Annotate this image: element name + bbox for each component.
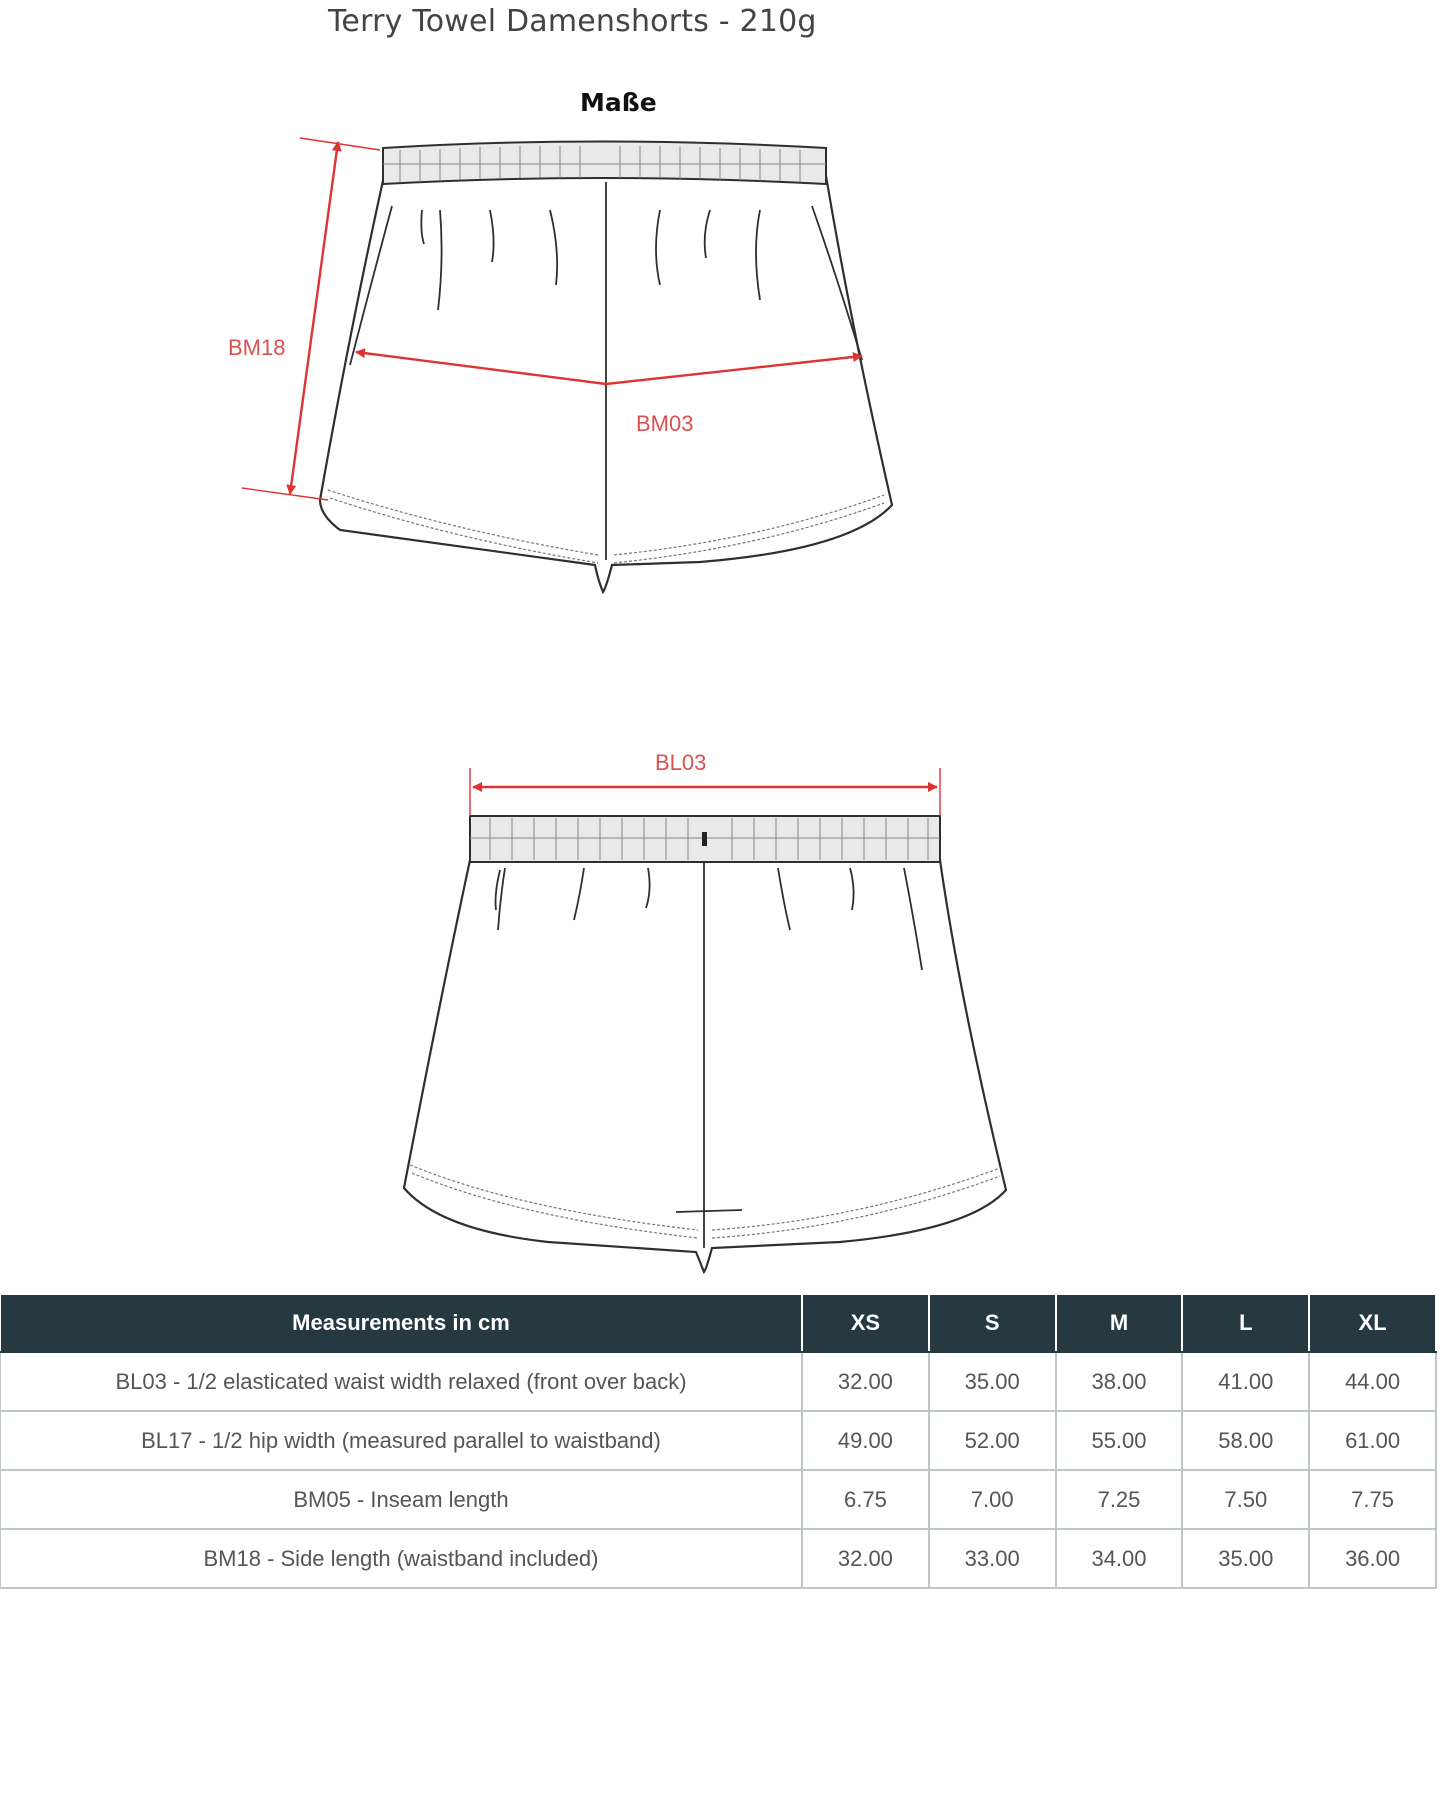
cell-value: 7.25	[1056, 1470, 1183, 1529]
page-title: Terry Towel Damenshorts - 210g	[328, 4, 817, 39]
cell-value: 41.00	[1182, 1352, 1309, 1411]
cell-value: 55.00	[1056, 1411, 1183, 1470]
cell-value: 32.00	[802, 1352, 929, 1411]
section-label: Maße	[580, 88, 657, 117]
cell-value: 49.00	[802, 1411, 929, 1470]
header-size-s: S	[929, 1294, 1056, 1352]
header-size-m: M	[1056, 1294, 1183, 1352]
row-label: BM18 - Side length (waistband included)	[0, 1529, 802, 1588]
cell-value: 34.00	[1056, 1529, 1183, 1588]
bl03-label: BL03	[655, 750, 707, 775]
header-size-l: L	[1182, 1294, 1309, 1352]
table-row	[0, 1411, 1436, 1470]
front-view-shorts	[320, 142, 892, 593]
cell-value: 7.75	[1309, 1470, 1436, 1529]
cell-value: 58.00	[1182, 1411, 1309, 1470]
bm18-label: BM18	[228, 335, 286, 360]
back-dimensions	[470, 768, 940, 816]
cell-value: 44.00	[1309, 1352, 1436, 1411]
cell-value: 35.00	[1182, 1529, 1309, 1588]
back-view-shorts	[404, 816, 1006, 1272]
row-label: BM05 - Inseam length	[0, 1470, 802, 1529]
cell-value: 61.00	[1309, 1411, 1436, 1470]
header-size-xl: XL	[1309, 1294, 1436, 1352]
table-row	[0, 1529, 1436, 1588]
cell-value: 35.00	[929, 1352, 1056, 1411]
cell-value: 7.50	[1182, 1470, 1309, 1529]
row-label: BL03 - 1/2 elasticated waist width relaxed (front over back)	[0, 1352, 802, 1411]
size-chart-table	[0, 1293, 1437, 1589]
cell-value: 7.00	[929, 1470, 1056, 1529]
table-header-row	[0, 1294, 1436, 1352]
header-size-xs: XS	[802, 1294, 929, 1352]
bm03-label: BM03	[636, 411, 694, 436]
cell-value: 36.00	[1309, 1529, 1436, 1588]
cell-value: 38.00	[1056, 1352, 1183, 1411]
cell-value: 33.00	[929, 1529, 1056, 1588]
cell-value: 52.00	[929, 1411, 1056, 1470]
cell-value: 32.00	[802, 1529, 929, 1588]
table-row	[0, 1352, 1436, 1411]
table-row	[0, 1470, 1436, 1529]
cell-value: 6.75	[802, 1470, 929, 1529]
row-label: BL17 - 1/2 hip width (measured parallel to waistband)	[0, 1411, 802, 1470]
header-measurements: Measurements in cm	[0, 1294, 802, 1352]
